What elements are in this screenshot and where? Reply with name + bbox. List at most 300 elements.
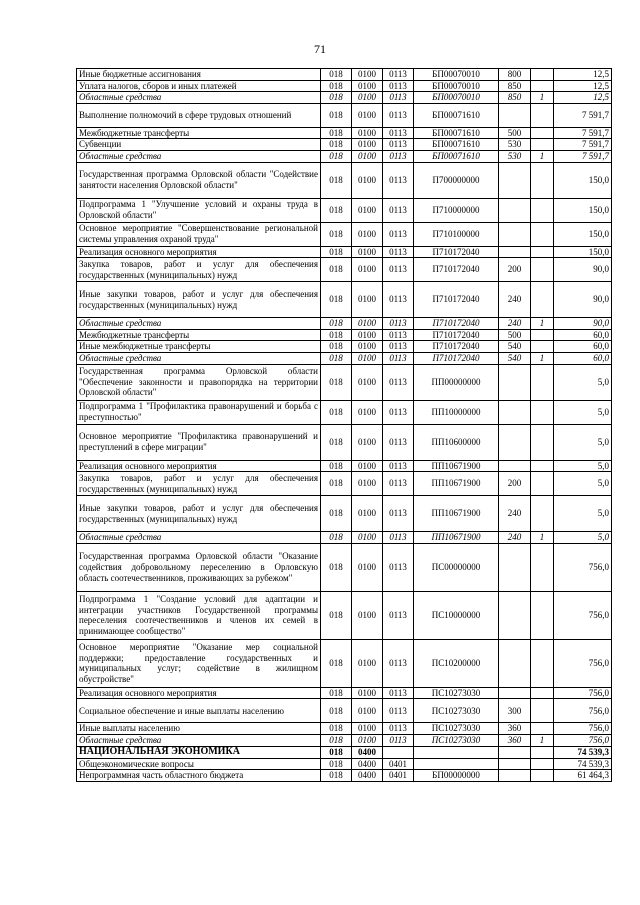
row-amount: 756,0 (554, 687, 612, 699)
table-row (77, 639, 612, 687)
row-source: 1 (531, 150, 554, 162)
row-name: Государственная программа Орловской области "Оказание содействия добровольному переселению в Орловскую область соотечественников, проживающих за рубежом" (77, 543, 321, 591)
row-name: Основное мероприятие "Совершенствование региональной системы управления охраной труда" (77, 222, 321, 246)
table-row (77, 400, 612, 424)
row-section: 0100 (352, 699, 383, 723)
table-row (77, 80, 612, 92)
row-name: Государственная программа Орловской области "Содействие занятости населения Орловской области" (77, 162, 321, 198)
row-expense-type (499, 460, 531, 472)
page-number: 71 (314, 42, 326, 56)
row-expense-type (499, 162, 531, 198)
row-source (531, 472, 554, 496)
table-row (77, 543, 612, 591)
row-source (531, 341, 554, 353)
row-name: Областные средства (77, 532, 321, 544)
row-name: Непрограммная часть областного бюджета (77, 770, 321, 782)
row-subsection: 0113 (383, 198, 414, 222)
row-subsection: 0113 (383, 400, 414, 424)
row-name: Выполнение полномочий в сфере трудовых отношений (77, 103, 321, 127)
row-amount: 90,0 (554, 258, 612, 282)
row-subsection: 0113 (383, 364, 414, 400)
table-row (77, 162, 612, 198)
row-source (531, 162, 554, 198)
row-name: Областные средства (77, 92, 321, 104)
row-source (531, 758, 554, 770)
row-name: Социальное обеспечение и иные выплаты населению (77, 699, 321, 723)
row-source (531, 591, 554, 639)
row-subsection: 0113 (383, 543, 414, 591)
row-expense-type (499, 222, 531, 246)
row-expense-type: 360 (499, 734, 531, 746)
row-expense-type: 850 (499, 92, 531, 104)
row-target-item: ПП10671900 (414, 532, 499, 544)
row-expense-type: 540 (499, 341, 531, 353)
table-row (77, 69, 612, 81)
row-amount: 5,0 (554, 400, 612, 424)
row-name: Межбюджетные трансферты (77, 127, 321, 139)
row-section: 0100 (352, 496, 383, 532)
row-source (531, 400, 554, 424)
row-source (531, 496, 554, 532)
row-subsection (383, 746, 414, 758)
row-subsection: 0113 (383, 424, 414, 460)
row-subsection: 0113 (383, 699, 414, 723)
row-source (531, 687, 554, 699)
row-ministry-code: 018 (321, 723, 352, 735)
budget-table (76, 68, 612, 782)
row-subsection: 0113 (383, 532, 414, 544)
row-ministry-code: 018 (321, 699, 352, 723)
budget-table-body (77, 69, 612, 782)
table-row (77, 246, 612, 258)
row-expense-type: 240 (499, 496, 531, 532)
row-section: 0100 (352, 92, 383, 104)
row-source: 1 (531, 734, 554, 746)
row-expense-type: 500 (499, 329, 531, 341)
row-ministry-code: 018 (321, 758, 352, 770)
row-expense-type: 200 (499, 258, 531, 282)
row-name: Иные бюджетные ассигнования (77, 69, 321, 81)
row-section: 0100 (352, 424, 383, 460)
row-section: 0100 (352, 246, 383, 258)
row-source: 1 (531, 532, 554, 544)
table-row (77, 258, 612, 282)
row-amount: 60,0 (554, 341, 612, 353)
row-amount: 7 591,7 (554, 139, 612, 151)
row-subsection: 0113 (383, 246, 414, 258)
row-ministry-code: 018 (321, 246, 352, 258)
row-ministry-code: 018 (321, 162, 352, 198)
row-source (531, 80, 554, 92)
row-amount: 5,0 (554, 472, 612, 496)
row-expense-type: 200 (499, 472, 531, 496)
row-amount: 74 539,3 (554, 746, 612, 758)
row-target-item: П710172040 (414, 329, 499, 341)
row-section: 0100 (352, 723, 383, 735)
row-target-item: БП00070010 (414, 80, 499, 92)
row-expense-type: 800 (499, 69, 531, 81)
row-amount: 7 591,7 (554, 150, 612, 162)
row-subsection: 0401 (383, 758, 414, 770)
table-row (77, 734, 612, 746)
row-section: 0100 (352, 198, 383, 222)
row-ministry-code: 018 (321, 591, 352, 639)
row-amount: 150,0 (554, 222, 612, 246)
table-row (77, 139, 612, 151)
row-section: 0100 (352, 318, 383, 330)
row-subsection: 0113 (383, 139, 414, 151)
row-source (531, 69, 554, 81)
row-expense-type: 540 (499, 352, 531, 364)
row-expense-type: 300 (499, 699, 531, 723)
row-amount: 5,0 (554, 364, 612, 400)
row-section: 0100 (352, 472, 383, 496)
row-section: 0100 (352, 150, 383, 162)
row-ministry-code: 018 (321, 770, 352, 782)
row-target-item: П710172040 (414, 258, 499, 282)
table-row (77, 198, 612, 222)
row-name: Государственная программа Орловской области "Обеспечение законности и правопорядка на территории Орловской области" (77, 364, 321, 400)
row-source (531, 103, 554, 127)
row-subsection: 0113 (383, 162, 414, 198)
table-row (77, 472, 612, 496)
row-subsection: 0113 (383, 341, 414, 353)
row-ministry-code: 018 (321, 69, 352, 81)
table-row (77, 532, 612, 544)
row-source (531, 460, 554, 472)
table-row (77, 723, 612, 735)
row-amount: 756,0 (554, 591, 612, 639)
row-section: 0100 (352, 543, 383, 591)
row-target-item: ПП10000000 (414, 400, 499, 424)
row-name: Субвенции (77, 139, 321, 151)
row-target-item: ПП10671900 (414, 460, 499, 472)
row-amount: 150,0 (554, 198, 612, 222)
row-subsection: 0113 (383, 723, 414, 735)
row-ministry-code: 018 (321, 127, 352, 139)
row-amount: 61 464,3 (554, 770, 612, 782)
row-target-item: П710172040 (414, 352, 499, 364)
row-name: Общеэкономические вопросы (77, 758, 321, 770)
row-ministry-code: 018 (321, 198, 352, 222)
row-name: Областные средства (77, 150, 321, 162)
row-name: Основное мероприятие "Оказание мер социальной поддержки; предоставление государственных и муниципальных услуг; содействие в жилищном обустройстве" (77, 639, 321, 687)
row-section: 0100 (352, 639, 383, 687)
row-target-item: ПС10273030 (414, 699, 499, 723)
row-ministry-code: 018 (321, 364, 352, 400)
row-expense-type: 530 (499, 150, 531, 162)
row-subsection: 0113 (383, 734, 414, 746)
row-section: 0100 (352, 80, 383, 92)
row-subsection: 0113 (383, 222, 414, 246)
row-target-item: ПС10273030 (414, 734, 499, 746)
table-row (77, 770, 612, 782)
row-ministry-code: 018 (321, 282, 352, 318)
row-subsection: 0113 (383, 352, 414, 364)
row-ministry-code: 018 (321, 352, 352, 364)
row-name: Иные выплаты населению (77, 723, 321, 735)
row-target-item: П700000000 (414, 162, 499, 198)
table-row (77, 222, 612, 246)
row-name: Закупка товаров, работ и услуг для обеспечения государственных (муниципальных) нужд (77, 472, 321, 496)
row-ministry-code: 018 (321, 543, 352, 591)
row-section: 0100 (352, 400, 383, 424)
row-ministry-code: 018 (321, 341, 352, 353)
row-subsection: 0113 (383, 318, 414, 330)
row-target-item: ПП10671900 (414, 472, 499, 496)
row-expense-type: 240 (499, 318, 531, 330)
row-subsection: 0113 (383, 103, 414, 127)
table-row (77, 746, 612, 758)
row-name: Уплата налогов, сборов и иных платежей (77, 80, 321, 92)
row-subsection: 0113 (383, 92, 414, 104)
row-source (531, 127, 554, 139)
row-ministry-code: 018 (321, 80, 352, 92)
row-name: Областные средства (77, 318, 321, 330)
table-row (77, 92, 612, 104)
row-ministry-code: 018 (321, 103, 352, 127)
row-amount: 756,0 (554, 734, 612, 746)
row-ministry-code: 018 (321, 687, 352, 699)
row-ministry-code: 018 (321, 400, 352, 424)
row-source: 1 (531, 352, 554, 364)
row-subsection: 0401 (383, 770, 414, 782)
row-target-item: БП00000000 (414, 770, 499, 782)
row-expense-type: 240 (499, 282, 531, 318)
row-subsection: 0113 (383, 639, 414, 687)
row-name: Реализация основного мероприятия (77, 246, 321, 258)
table-row (77, 496, 612, 532)
row-amount: 60,0 (554, 329, 612, 341)
row-amount: 90,0 (554, 282, 612, 318)
row-section: 0400 (352, 770, 383, 782)
row-section: 0100 (352, 687, 383, 699)
row-ministry-code: 018 (321, 329, 352, 341)
row-amount: 7 591,7 (554, 103, 612, 127)
table-row (77, 318, 612, 330)
row-source: 1 (531, 92, 554, 104)
row-expense-type (499, 687, 531, 699)
row-amount: 60,0 (554, 352, 612, 364)
table-row (77, 282, 612, 318)
row-ministry-code: 018 (321, 639, 352, 687)
row-name: Реализация основного мероприятия (77, 687, 321, 699)
row-target-item: П710000000 (414, 198, 499, 222)
row-target-item: ПС10273030 (414, 723, 499, 735)
row-section: 0400 (352, 758, 383, 770)
row-section: 0100 (352, 364, 383, 400)
row-source (531, 222, 554, 246)
row-amount: 756,0 (554, 543, 612, 591)
row-source (531, 329, 554, 341)
row-source (531, 246, 554, 258)
row-expense-type (499, 246, 531, 258)
row-amount: 5,0 (554, 424, 612, 460)
row-target-item: П710172040 (414, 341, 499, 353)
row-subsection: 0113 (383, 496, 414, 532)
row-target-item: БП00071610 (414, 103, 499, 127)
row-subsection: 0113 (383, 687, 414, 699)
table-row (77, 341, 612, 353)
row-amount: 12,5 (554, 69, 612, 81)
row-subsection: 0113 (383, 150, 414, 162)
row-subsection: 0113 (383, 258, 414, 282)
row-target-item: ПП10671900 (414, 496, 499, 532)
row-name: Закупка товаров, работ и услуг для обеспечения государственных (муниципальных) нужд (77, 258, 321, 282)
row-target-item: ПС10273030 (414, 687, 499, 699)
row-source (531, 364, 554, 400)
row-ministry-code: 018 (321, 460, 352, 472)
row-source (531, 424, 554, 460)
row-section: 0100 (352, 258, 383, 282)
table-row (77, 758, 612, 770)
row-target-item: ПС10200000 (414, 639, 499, 687)
row-amount: 756,0 (554, 699, 612, 723)
row-target-item: БП00070010 (414, 92, 499, 104)
row-section: 0100 (352, 103, 383, 127)
row-section: 0100 (352, 329, 383, 341)
row-target-item: ПС10000000 (414, 591, 499, 639)
row-source (531, 639, 554, 687)
row-amount: 5,0 (554, 496, 612, 532)
row-ministry-code: 018 (321, 222, 352, 246)
row-ministry-code: 018 (321, 424, 352, 460)
row-section: 0100 (352, 352, 383, 364)
row-name: Подпрограмма 1 "Создание условий для адаптации и интеграции участников Государственной программы переселения соотечественников и членов их семей в принимающее сообщество" (77, 591, 321, 639)
row-subsection: 0113 (383, 460, 414, 472)
row-expense-type: 240 (499, 532, 531, 544)
row-expense-type (499, 591, 531, 639)
row-amount: 150,0 (554, 246, 612, 258)
row-section: 0400 (352, 746, 383, 758)
table-row (77, 460, 612, 472)
table-row (77, 699, 612, 723)
row-section: 0100 (352, 460, 383, 472)
row-expense-type (499, 400, 531, 424)
row-ministry-code: 018 (321, 139, 352, 151)
row-subsection: 0113 (383, 80, 414, 92)
row-name: Подпрограмма 1 "Улучшение условий и охраны труда в Орловской области" (77, 198, 321, 222)
table-row (77, 150, 612, 162)
row-source (531, 139, 554, 151)
row-target-item: БП00070010 (414, 69, 499, 81)
row-expense-type (499, 103, 531, 127)
row-name: Областные средства (77, 352, 321, 364)
row-target-item: П710100000 (414, 222, 499, 246)
row-source (531, 198, 554, 222)
table-row (77, 424, 612, 460)
row-ministry-code: 018 (321, 258, 352, 282)
row-name: Межбюджетные трансферты (77, 329, 321, 341)
row-section: 0100 (352, 282, 383, 318)
row-expense-type (499, 746, 531, 758)
row-section: 0100 (352, 532, 383, 544)
row-amount: 12,5 (554, 92, 612, 104)
table-row (77, 127, 612, 139)
row-name: НАЦИОНАЛЬНАЯ ЭКОНОМИКА (77, 746, 321, 758)
row-expense-type: 850 (499, 80, 531, 92)
row-target-item: П710172040 (414, 246, 499, 258)
row-expense-type: 530 (499, 139, 531, 151)
row-amount: 5,0 (554, 532, 612, 544)
row-target-item: БП00071610 (414, 139, 499, 151)
row-name: Иные межбюджетные трансферты (77, 341, 321, 353)
table-row (77, 352, 612, 364)
row-amount: 7 591,7 (554, 127, 612, 139)
row-subsection: 0113 (383, 472, 414, 496)
row-ministry-code: 018 (321, 318, 352, 330)
row-target-item: БП00071610 (414, 127, 499, 139)
table-row (77, 103, 612, 127)
row-source (531, 746, 554, 758)
row-expense-type (499, 543, 531, 591)
row-amount: 150,0 (554, 162, 612, 198)
row-expense-type: 500 (499, 127, 531, 139)
row-target-item: П710172040 (414, 282, 499, 318)
row-subsection: 0113 (383, 69, 414, 81)
row-section: 0100 (352, 127, 383, 139)
row-subsection: 0113 (383, 282, 414, 318)
row-ministry-code: 018 (321, 746, 352, 758)
row-source (531, 543, 554, 591)
row-target-item (414, 758, 499, 770)
table-row (77, 329, 612, 341)
row-ministry-code: 018 (321, 496, 352, 532)
row-ministry-code: 018 (321, 532, 352, 544)
table-row (77, 364, 612, 400)
row-name: Подпрограмма 1 "Профилактика правонарушений и борьба с преступностью" (77, 400, 321, 424)
row-target-item: БП00071610 (414, 150, 499, 162)
row-section: 0100 (352, 69, 383, 81)
row-target-item: ПП10600000 (414, 424, 499, 460)
row-ministry-code: 018 (321, 734, 352, 746)
row-source (531, 258, 554, 282)
row-expense-type (499, 758, 531, 770)
row-target-item: ПС00000000 (414, 543, 499, 591)
table-row (77, 591, 612, 639)
row-section: 0100 (352, 139, 383, 151)
row-target-item: П710172040 (414, 318, 499, 330)
row-target-item (414, 746, 499, 758)
row-name: Иные закупки товаров, работ и услуг для обеспечения государственных (муниципальных) нужд (77, 282, 321, 318)
row-name: Иные закупки товаров, работ и услуг для обеспечения государственных (муниципальных) нужд (77, 496, 321, 532)
row-amount: 12,5 (554, 80, 612, 92)
row-expense-type (499, 424, 531, 460)
table-row (77, 687, 612, 699)
row-expense-type (499, 364, 531, 400)
row-ministry-code: 018 (321, 150, 352, 162)
row-ministry-code: 018 (321, 92, 352, 104)
row-source (531, 770, 554, 782)
row-section: 0100 (352, 734, 383, 746)
row-amount: 90,0 (554, 318, 612, 330)
row-source (531, 282, 554, 318)
row-expense-type: 360 (499, 723, 531, 735)
row-subsection: 0113 (383, 591, 414, 639)
row-name: Областные средства (77, 734, 321, 746)
row-expense-type (499, 198, 531, 222)
row-section: 0100 (352, 341, 383, 353)
row-amount: 74 539,3 (554, 758, 612, 770)
row-section: 0100 (352, 591, 383, 639)
row-source (531, 723, 554, 735)
row-expense-type (499, 639, 531, 687)
row-subsection: 0113 (383, 329, 414, 341)
row-expense-type (499, 770, 531, 782)
row-name: Основное мероприятие "Профилактика правонарушений и преступлений в сфере миграции" (77, 424, 321, 460)
row-section: 0100 (352, 162, 383, 198)
row-amount: 756,0 (554, 723, 612, 735)
